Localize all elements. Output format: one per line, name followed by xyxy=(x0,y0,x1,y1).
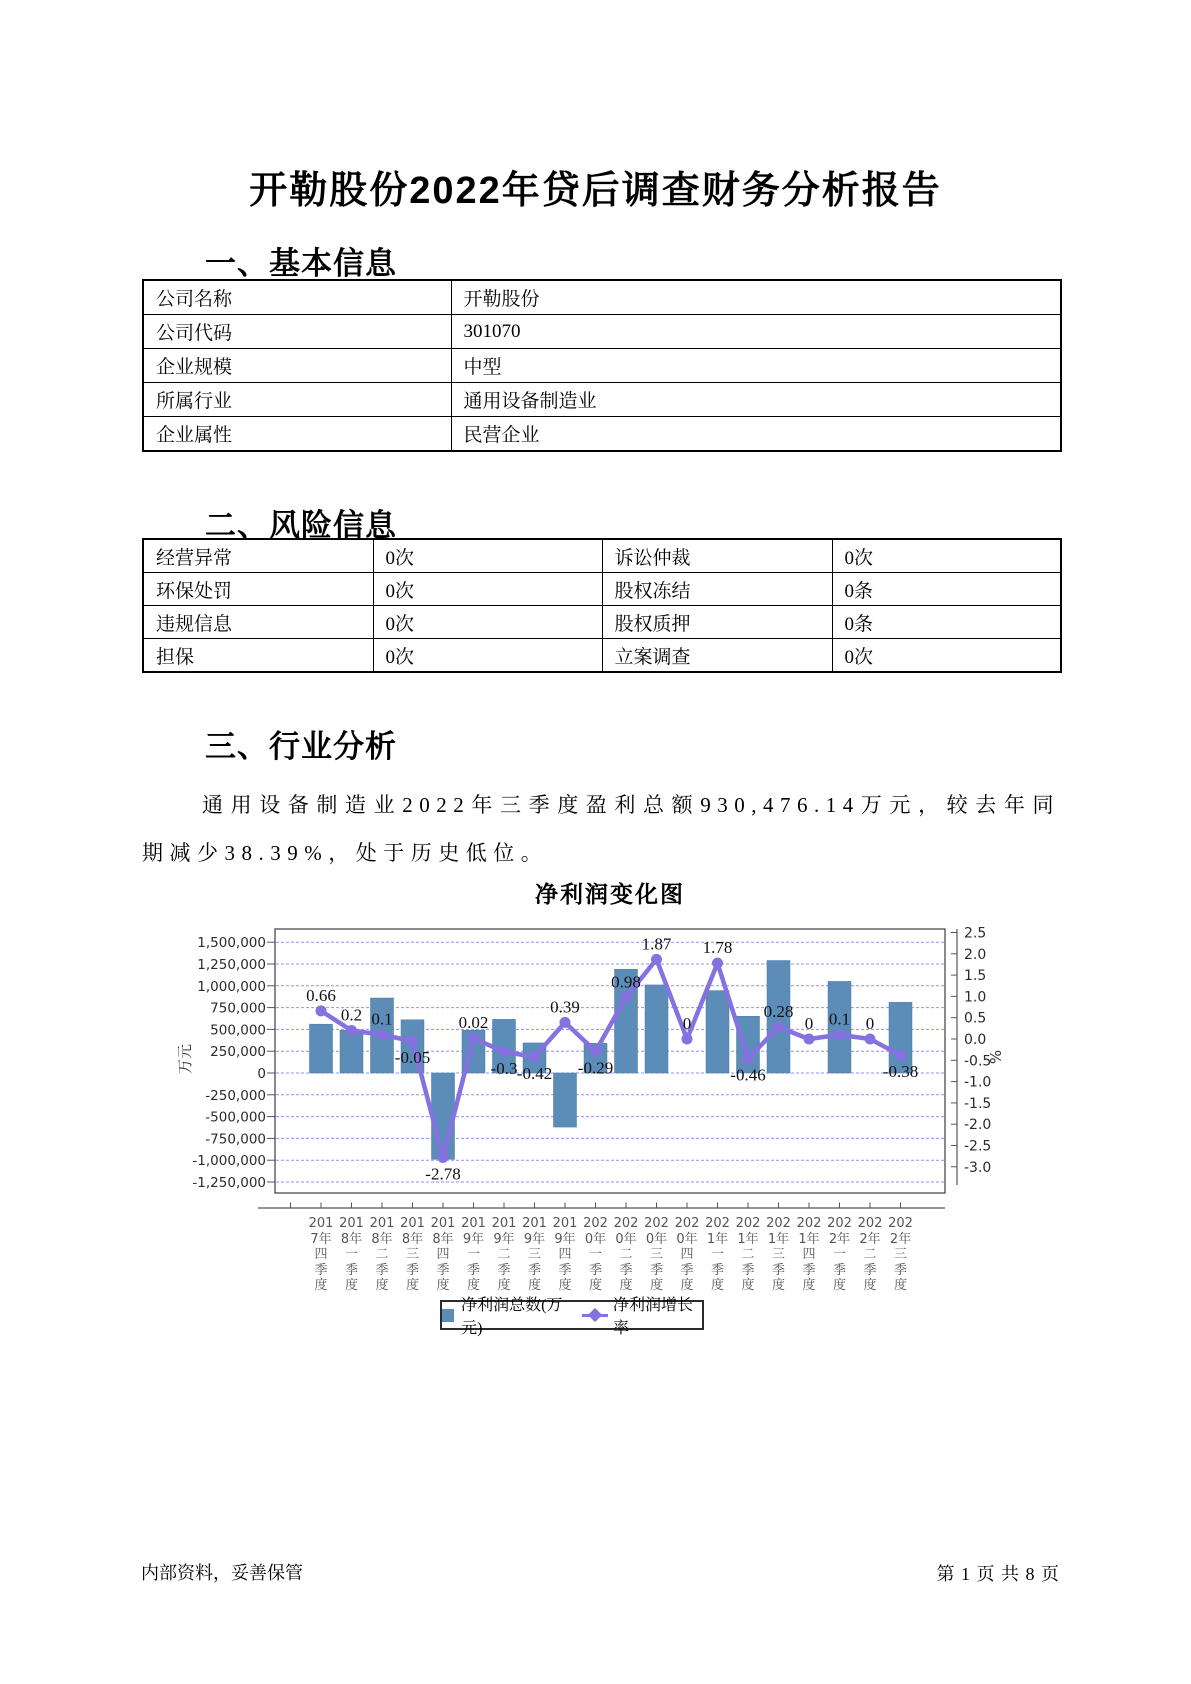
left-axis-tick-label: 0 xyxy=(257,1066,266,1082)
table-row xyxy=(143,417,1061,452)
growth-rate-data-label: -0.46 xyxy=(730,1065,766,1085)
footer-page-number: 第 1 页 共 8 页 xyxy=(936,1564,1060,1584)
value-cell: 开勒股份 xyxy=(451,280,1061,315)
x-axis-category-label: 202 0年 三 季 度 xyxy=(644,1216,669,1293)
growth-rate-point xyxy=(773,1022,784,1033)
x-axis-category-label: 202 1年 四 季 度 xyxy=(796,1216,822,1293)
x-axis-category-label: 202 0年 二 季 度 xyxy=(613,1216,639,1293)
chart-legend xyxy=(440,1297,704,1337)
basic-info-table xyxy=(142,279,1062,452)
net-profit-bar xyxy=(340,1030,363,1073)
x-axis-category-label: 202 2年 三 季 度 xyxy=(888,1216,913,1293)
net-profit-bar xyxy=(706,991,729,1073)
growth-rate-point xyxy=(621,992,632,1003)
value-cell: 301070 xyxy=(451,315,1061,349)
growth-rate-data-label: 0.98 xyxy=(611,972,641,992)
value-cell: 0次 xyxy=(832,539,1061,573)
growth-rate-data-label: 0.28 xyxy=(763,1002,794,1022)
growth-rate-point xyxy=(743,1053,754,1064)
x-axis-category-label: 202 1年 三 季 度 xyxy=(766,1216,791,1293)
growth-rate-point xyxy=(712,958,723,969)
label-cell: 担保 xyxy=(143,639,373,673)
label-cell: 立案调查 xyxy=(602,639,832,673)
net-profit-bar xyxy=(432,1073,455,1159)
section-heading-basic-info: 一、基本信息 xyxy=(205,245,397,281)
x-axis-category-label: 201 8年 四 季 度 xyxy=(430,1216,456,1293)
growth-rate-data-label: 1.78 xyxy=(702,938,733,958)
label-cell: 企业规模 xyxy=(143,349,451,383)
value-cell: 0次 xyxy=(832,639,1061,673)
right-axis-tick-label: 2.5 xyxy=(964,925,987,942)
section-heading-risk-info: 二、风险信息 xyxy=(205,507,397,543)
growth-rate-data-label: 0 xyxy=(804,1014,814,1033)
left-axis-title: 万元 xyxy=(176,1043,194,1075)
left-axis-tick-label: 750,000 xyxy=(210,1000,266,1017)
right-axis-tick-label: -2.5 xyxy=(964,1138,992,1155)
page-title: 开勒股份2022年贷后调查财务分析报告 xyxy=(249,170,942,213)
growth-rate-point xyxy=(682,1034,693,1045)
growth-rate-data-label: -0.29 xyxy=(577,1058,614,1078)
label-cell: 环保处罚 xyxy=(143,573,373,606)
label-cell: 诉讼仲裁 xyxy=(602,539,832,573)
x-axis-category-label: 201 8年 一 季 度 xyxy=(339,1216,364,1293)
table-row xyxy=(143,539,1061,573)
net-profit-bar xyxy=(554,1073,577,1127)
table-row xyxy=(143,349,1061,383)
growth-rate-data-label: -0.42 xyxy=(516,1063,553,1083)
growth-rate-data-label: 0.1 xyxy=(828,1009,851,1029)
growth-rate-point xyxy=(834,1029,845,1040)
risk-info-table xyxy=(142,538,1062,673)
x-axis-category-label: 201 9年 一 季 度 xyxy=(461,1216,486,1293)
net-profit-bar xyxy=(310,1024,333,1073)
line-series-marker-icon xyxy=(582,1309,606,1322)
x-axis-category-label: 201 9年 三 季 度 xyxy=(522,1216,547,1293)
growth-rate-data-label: -2.78 xyxy=(425,1164,461,1184)
left-axis-tick-label: -1,000,000 xyxy=(192,1153,266,1170)
risk-info-table-body xyxy=(143,539,1061,672)
x-axis-category-label: 202 1年 一 季 度 xyxy=(705,1216,730,1293)
basic-info-table-body xyxy=(143,280,1061,451)
x-axis-category-label: 202 2年 二 季 度 xyxy=(857,1216,883,1293)
table-row xyxy=(143,280,1061,315)
table-row xyxy=(143,315,1061,349)
growth-rate-data-label: 1.87 xyxy=(641,934,672,954)
x-axis-category-label: 202 2年 一 季 度 xyxy=(827,1216,852,1293)
growth-rate-point xyxy=(651,954,662,965)
left-axis-tick-label: 250,000 xyxy=(210,1044,266,1061)
left-axis-tick-label: 1,000,000 xyxy=(197,978,266,995)
growth-rate-data-label: 0.39 xyxy=(550,997,580,1017)
growth-rate-data-label: -0.38 xyxy=(882,1062,919,1082)
growth-rate-point xyxy=(529,1051,540,1062)
table-row xyxy=(143,606,1061,639)
value-cell: 通用设备制造业 xyxy=(451,383,1061,417)
growth-rate-point xyxy=(468,1033,479,1044)
label-cell: 经营异常 xyxy=(143,539,373,573)
value-cell: 0条 xyxy=(832,573,1061,606)
left-axis-tick-label: 1,250,000 xyxy=(197,957,266,973)
right-axis-title: % xyxy=(987,1049,1005,1065)
x-axis-category-label: 201 9年 四 季 度 xyxy=(552,1216,578,1293)
right-axis-tick-label: 1.0 xyxy=(964,989,987,1006)
growth-rate-point xyxy=(590,1046,601,1057)
label-cell: 所属行业 xyxy=(143,383,451,417)
right-axis-tick-label: -1.0 xyxy=(964,1074,992,1091)
growth-rate-point xyxy=(499,1046,510,1057)
growth-rate-point xyxy=(407,1036,418,1047)
growth-rate-point xyxy=(346,1025,357,1036)
growth-rate-data-label: 0 xyxy=(865,1014,875,1033)
growth-rate-point xyxy=(438,1152,449,1163)
label-cell: 股权冻结 xyxy=(602,573,832,606)
growth-rate-point xyxy=(895,1050,906,1061)
x-axis-category-label: 201 8年 二 季 度 xyxy=(369,1216,395,1293)
label-cell: 违规信息 xyxy=(143,606,373,639)
legend-label-bar-series: 净利润总数(万元) xyxy=(461,1297,563,1337)
value-cell: 0条 xyxy=(832,606,1061,639)
label-cell: 公司名称 xyxy=(143,280,451,315)
table-row xyxy=(143,573,1061,606)
growth-rate-data-label: 0.02 xyxy=(458,1013,489,1033)
x-axis-category-label: 201 8年 三 季 度 xyxy=(400,1216,425,1293)
growth-rate-point xyxy=(560,1017,571,1028)
right-axis-tick-label: 2.0 xyxy=(964,946,987,963)
value-cell: 民营企业 xyxy=(451,417,1061,452)
growth-rate-data-label: 0.1 xyxy=(371,1009,393,1029)
x-axis-category-label: 202 1年 二 季 度 xyxy=(735,1216,761,1293)
left-axis-tick-label: -1,250,000 xyxy=(192,1175,266,1191)
growth-rate-data-label: -0.05 xyxy=(394,1048,431,1068)
bar-series-swatch-icon xyxy=(442,1309,454,1322)
x-axis-category-label: 201 9年 二 季 度 xyxy=(491,1216,517,1293)
right-axis-tick-label: 1.5 xyxy=(964,968,987,985)
label-cell: 公司代码 xyxy=(143,315,451,349)
right-axis-tick-label: 0.0 xyxy=(964,1032,987,1048)
value-cell: 0次 xyxy=(373,539,602,573)
value-cell: 中型 xyxy=(451,349,1061,383)
right-axis-tick-label: -2.0 xyxy=(964,1117,992,1134)
left-axis-tick-label: -500,000 xyxy=(205,1109,266,1126)
left-axis-tick-label: -250,000 xyxy=(205,1087,266,1104)
x-axis-category-label: 201 7年 四 季 度 xyxy=(308,1216,334,1293)
net-profit-bar xyxy=(737,1016,760,1073)
legend-label-line-series: 净利润增长率 xyxy=(612,1297,693,1337)
net-profit-bar xyxy=(645,985,668,1073)
industry-analysis-paragraph: 通用设备制造业2022年三季度盈利总额930,476.14万元，较去年同期减少38.39%，处于历史低位。 xyxy=(142,793,1060,865)
growth-rate-data-label: 0.66 xyxy=(306,985,336,1005)
left-axis-tick-label: 1,500,000 xyxy=(197,935,266,952)
growth-rate-point xyxy=(865,1034,876,1045)
left-axis-tick-label: -750,000 xyxy=(205,1131,266,1148)
x-axis-category-label: 202 0年 一 季 度 xyxy=(583,1216,608,1293)
net-profit-chart xyxy=(130,920,1070,1220)
label-cell: 股权质押 xyxy=(602,606,832,639)
x-axis-category-label: 202 0年 四 季 度 xyxy=(674,1216,700,1293)
right-axis-tick-label: 0.5 xyxy=(964,1010,987,1027)
value-cell: 0次 xyxy=(373,573,602,606)
section-heading-industry-analysis: 三、行业分析 xyxy=(205,728,397,764)
table-row xyxy=(143,639,1061,673)
label-cell: 企业属性 xyxy=(143,417,451,452)
growth-rate-data-label: 0.2 xyxy=(340,1005,363,1025)
chart-title: 净利润变化图 xyxy=(535,881,685,907)
growth-rate-data-label: -0.3 xyxy=(490,1058,518,1078)
value-cell: 0次 xyxy=(373,639,602,673)
value-cell: 0次 xyxy=(373,606,602,639)
right-axis-tick-label: -3.0 xyxy=(964,1159,992,1176)
left-axis-tick-label: 500,000 xyxy=(210,1022,266,1039)
growth-rate-data-label: 0 xyxy=(682,1014,692,1033)
table-row xyxy=(143,383,1061,417)
right-axis-tick-label: -0.5 xyxy=(964,1053,992,1070)
growth-rate-point xyxy=(804,1034,815,1045)
growth-rate-point xyxy=(377,1029,388,1040)
footer-confidential-note: 内部资料，妥善保管 xyxy=(141,1563,303,1583)
growth-rate-point xyxy=(316,1005,327,1016)
right-axis-tick-label: -1.5 xyxy=(964,1095,992,1112)
